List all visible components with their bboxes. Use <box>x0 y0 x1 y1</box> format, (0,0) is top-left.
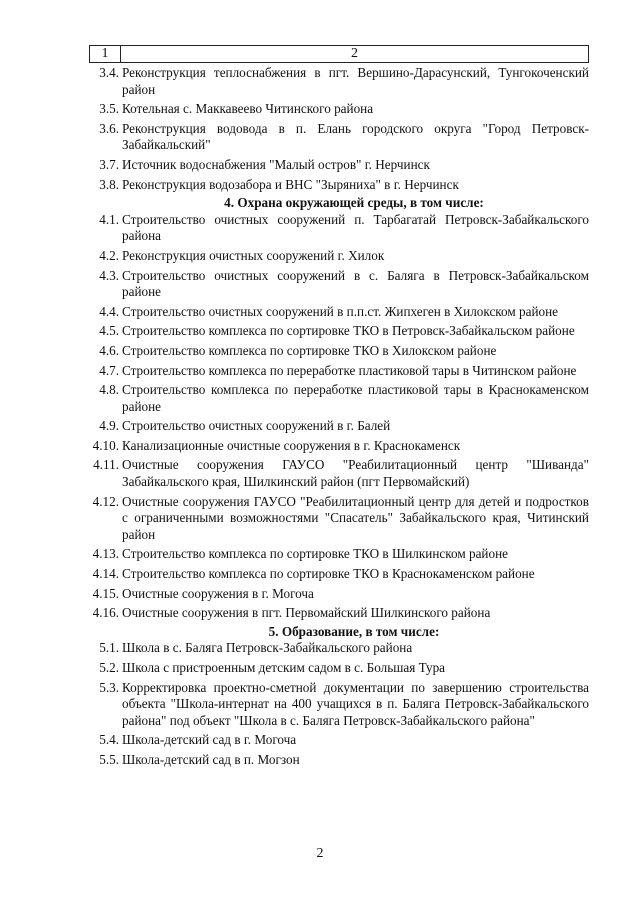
list-item <box>89 680 589 730</box>
list-item <box>89 605 589 622</box>
item-number: 4.2. <box>99 247 119 263</box>
item-number: 4.3. <box>99 267 119 283</box>
item-text: Строительство комплекса по переработке пластиковой тары в Краснокаменском районе <box>122 382 589 414</box>
list-item <box>89 304 589 321</box>
item-text: Строительство очистных сооружений в с. Баляга в Петровск-Забайкальском районе <box>122 267 589 300</box>
list-item <box>89 212 589 245</box>
item-number: 3.6. <box>99 120 119 136</box>
item-number: 3.5. <box>99 101 119 117</box>
list-item <box>89 363 589 380</box>
item-text: Реконструкция очистных сооружений г. Хилок <box>122 247 385 263</box>
list-item <box>89 586 589 603</box>
document-body <box>89 65 589 769</box>
list-item <box>89 660 589 677</box>
item-text: Школа с пристроенным детским садом в с. Большая Тура <box>122 660 446 675</box>
item-number: 3.7. <box>99 156 119 172</box>
list-item <box>89 438 589 455</box>
item-text: Очистные сооружения ГАУСО "Реабилитационный центр "Шиванда" Забайкальского края, Шилкинский район (пгт Первомайский) <box>122 457 589 490</box>
list-item <box>89 121 589 154</box>
item-text: Очистные сооружения в г. Могоча <box>122 585 314 601</box>
item-number: 5.1. <box>99 640 119 656</box>
item-text: Реконструкция водовода в п. Елань городского округа "Город Петровск-Забайкальский" <box>122 120 589 153</box>
item-text: Строительство комплекса по сортировке ТКО в Петровск-Забайкальском районе <box>122 323 575 339</box>
list-item <box>89 546 589 563</box>
item-number: 5.3. <box>99 679 119 695</box>
section-4-list <box>89 212 589 622</box>
item-number: 4.11. <box>93 457 119 473</box>
item-number: 4.4. <box>99 303 119 319</box>
section-4-heading: 4. Охрана окружающей среды, в том числе: <box>224 195 484 211</box>
item-text: Школа-детский сад в п. Могзон <box>122 751 300 767</box>
page-number: 2 <box>316 846 324 861</box>
list-item <box>89 268 589 301</box>
item-number: 4.16. <box>92 605 119 621</box>
item-text: Реконструкция теплоснабжения в пгт. Вершино-Дарасунский, Тунгокоченский район <box>122 65 589 97</box>
section-3-list <box>89 65 589 193</box>
section-5-list <box>89 640 589 768</box>
item-number: 4.7. <box>99 362 119 378</box>
list-item <box>89 101 589 118</box>
item-text: Канализационные очистные сооружения в г. Краснокаменск <box>122 437 461 453</box>
item-number: 4.8. <box>99 382 119 398</box>
item-number: 4.15. <box>92 585 119 601</box>
table-header-col1: 1 <box>90 46 121 62</box>
item-text: Строительство комплекса по переработке пластиковой тары в Читинском районе <box>122 362 577 378</box>
item-number: 3.4. <box>99 65 119 80</box>
item-text: Очистные сооружения ГАУСО "Реабилитационный центр для детей и подростков с ограниченными возможностями "Спасатель" Забайкальского края, Читинский район <box>122 493 589 542</box>
list-item <box>89 752 589 769</box>
list-item <box>89 494 589 544</box>
list-item <box>89 343 589 360</box>
item-number: 4.12. <box>92 493 119 509</box>
list-item <box>89 248 589 265</box>
list-item <box>89 65 589 98</box>
table-header-col2: 2 <box>351 46 358 61</box>
list-item <box>89 640 589 657</box>
section-5-heading: 5. Образование, в том числе: <box>268 623 440 639</box>
item-text: Котельная с. Маккавеево Читинского района <box>122 101 374 117</box>
item-number: 4.6. <box>99 342 119 358</box>
list-item <box>89 157 589 174</box>
item-number: 4.9. <box>99 418 119 434</box>
list-item <box>89 323 589 340</box>
table-header-row <box>89 45 589 63</box>
item-text: Школа в с. Баляга Петровск-Забайкальского района <box>122 640 413 656</box>
item-number: 4.1. <box>99 211 119 227</box>
item-text: Строительство очистных сооружений п. Тарбагатай Петровск-Забайкальского района <box>122 211 589 244</box>
item-number: 5.5. <box>99 751 119 767</box>
item-number: 5.2. <box>99 660 119 675</box>
item-text: Строительство очистных сооружений в г. Балей <box>122 418 391 434</box>
item-text: Строительство очистных сооружений в п.п.ст. Жипхеген в Хилокском районе <box>122 303 559 319</box>
item-text: Строительство комплекса по сортировке ТКО в Шилкинском районе <box>122 546 508 562</box>
item-text: Очистные сооружения в пгт. Первомайский Шилкинского района <box>122 605 491 621</box>
list-item <box>89 177 589 194</box>
item-text: Строительство комплекса по сортировке ТКО в Краснокаменском районе <box>122 566 535 582</box>
item-number: 4.13. <box>92 546 119 562</box>
item-text: Строительство комплекса по сортировке ТКО в Хилокском районе <box>122 342 497 358</box>
list-item <box>89 566 589 583</box>
list-item <box>89 418 589 435</box>
item-number: 4.14. <box>92 566 119 582</box>
item-text: Реконструкция водозабора и ВНС "Зыряниха" в г. Нерчинск <box>122 176 459 192</box>
item-number: 4.5. <box>99 323 119 339</box>
list-item <box>89 732 589 749</box>
item-number: 4.10. <box>92 437 119 453</box>
list-item <box>89 457 589 490</box>
item-text: Корректировка проектно-сметной документации по завершению строительства объекта "Школа-интернат на 400 учащихся в п. Баляга Петровск-Забайкальского района" под объект "Школа в с. Баляга Петровск-Забайкальского района" <box>122 679 589 728</box>
item-text: Школа-детский сад в г. Могоча <box>122 732 297 748</box>
item-number: 5.4. <box>99 732 119 748</box>
item-text: Источник водоснабжения "Малый остров" г. Нерчинск <box>122 156 430 172</box>
list-item <box>89 382 589 415</box>
item-number: 3.8. <box>99 176 119 192</box>
